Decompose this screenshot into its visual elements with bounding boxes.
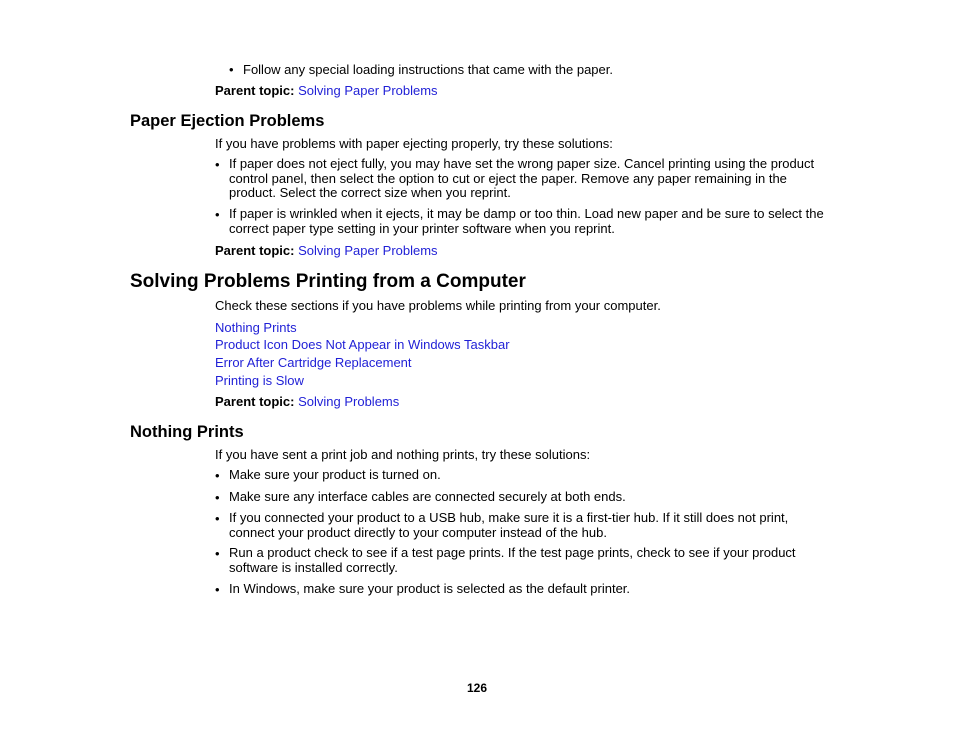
section-intro: If you have sent a print job and nothing prints, try these solutions:	[215, 447, 591, 462]
link-error-after-cartridge[interactable]: Error After Cartridge Replacement	[215, 355, 412, 370]
section-heading-paper-ejection: Paper Ejection Problems	[130, 112, 325, 130]
page-number: 126	[467, 681, 488, 695]
bullet-marker: •	[215, 490, 220, 505]
parent-topic-label: Parent topic:	[215, 394, 295, 409]
link-product-icon[interactable]: Product Icon Does Not Appear in Windows Taskbar	[215, 337, 510, 352]
parent-topic-link[interactable]: Solving Paper Problems	[298, 243, 438, 258]
link-printing-slow[interactable]: Printing is Slow	[215, 373, 304, 388]
list-item: If paper does not eject fully, you may have set the wrong paper size. Cancel printing using the product control panel, then select the option to cut or eject the paper. Remove any paper remaining in the product. Select the correct size when you reprint.	[229, 156, 815, 200]
bullet-marker: •	[215, 511, 220, 526]
section-intro: If you have problems with paper ejecting properly, try these solutions:	[215, 136, 613, 151]
bullet-marker: •	[215, 468, 220, 483]
list-item: If paper is wrinkled when it ejects, it may be damp or too thin. Load new paper and be sure to select the correct paper type setting in your printer software when you reprint.	[229, 206, 824, 236]
bullet-marker: •	[215, 207, 220, 222]
list-item: Make sure any interface cables are connected securely at both ends.	[229, 489, 626, 504]
list-item: Run a product check to see if a test page prints. If the test page prints, check to see if your product software is installed correctly.	[229, 545, 796, 575]
section-heading-nothing-prints: Nothing Prints	[130, 423, 244, 441]
list-item: Make sure your product is turned on.	[229, 467, 441, 482]
parent-topic-link[interactable]: Solving Paper Problems	[298, 83, 438, 98]
top-bullet-text: Follow any special loading instructions that came with the paper.	[243, 62, 613, 77]
parent-topic-label: Parent topic:	[215, 243, 295, 258]
parent-topic-line	[215, 83, 438, 98]
parent-topic-link[interactable]: Solving Problems	[298, 394, 400, 409]
parent-topic-label: Parent topic:	[215, 83, 295, 98]
list-item: If you connected your product to a USB hub, make sure it is a first-tier hub. If it still does not print, connect your product directly to your computer instead of the hub.	[229, 510, 789, 540]
bullet-marker: •	[215, 582, 220, 597]
bullet-marker: •	[215, 157, 220, 172]
section-heading-printing-from-computer: Solving Problems Printing from a Computer	[130, 271, 526, 292]
link-nothing-prints[interactable]: Nothing Prints	[215, 320, 297, 335]
list-item: In Windows, make sure your product is selected as the default printer.	[229, 581, 631, 596]
section-intro: Check these sections if you have problems while printing from your computer.	[215, 298, 661, 313]
bullet-marker: •	[215, 546, 220, 561]
parent-topic-line	[215, 243, 438, 258]
bullet-marker: •	[229, 62, 234, 77]
parent-topic-line	[215, 394, 399, 409]
